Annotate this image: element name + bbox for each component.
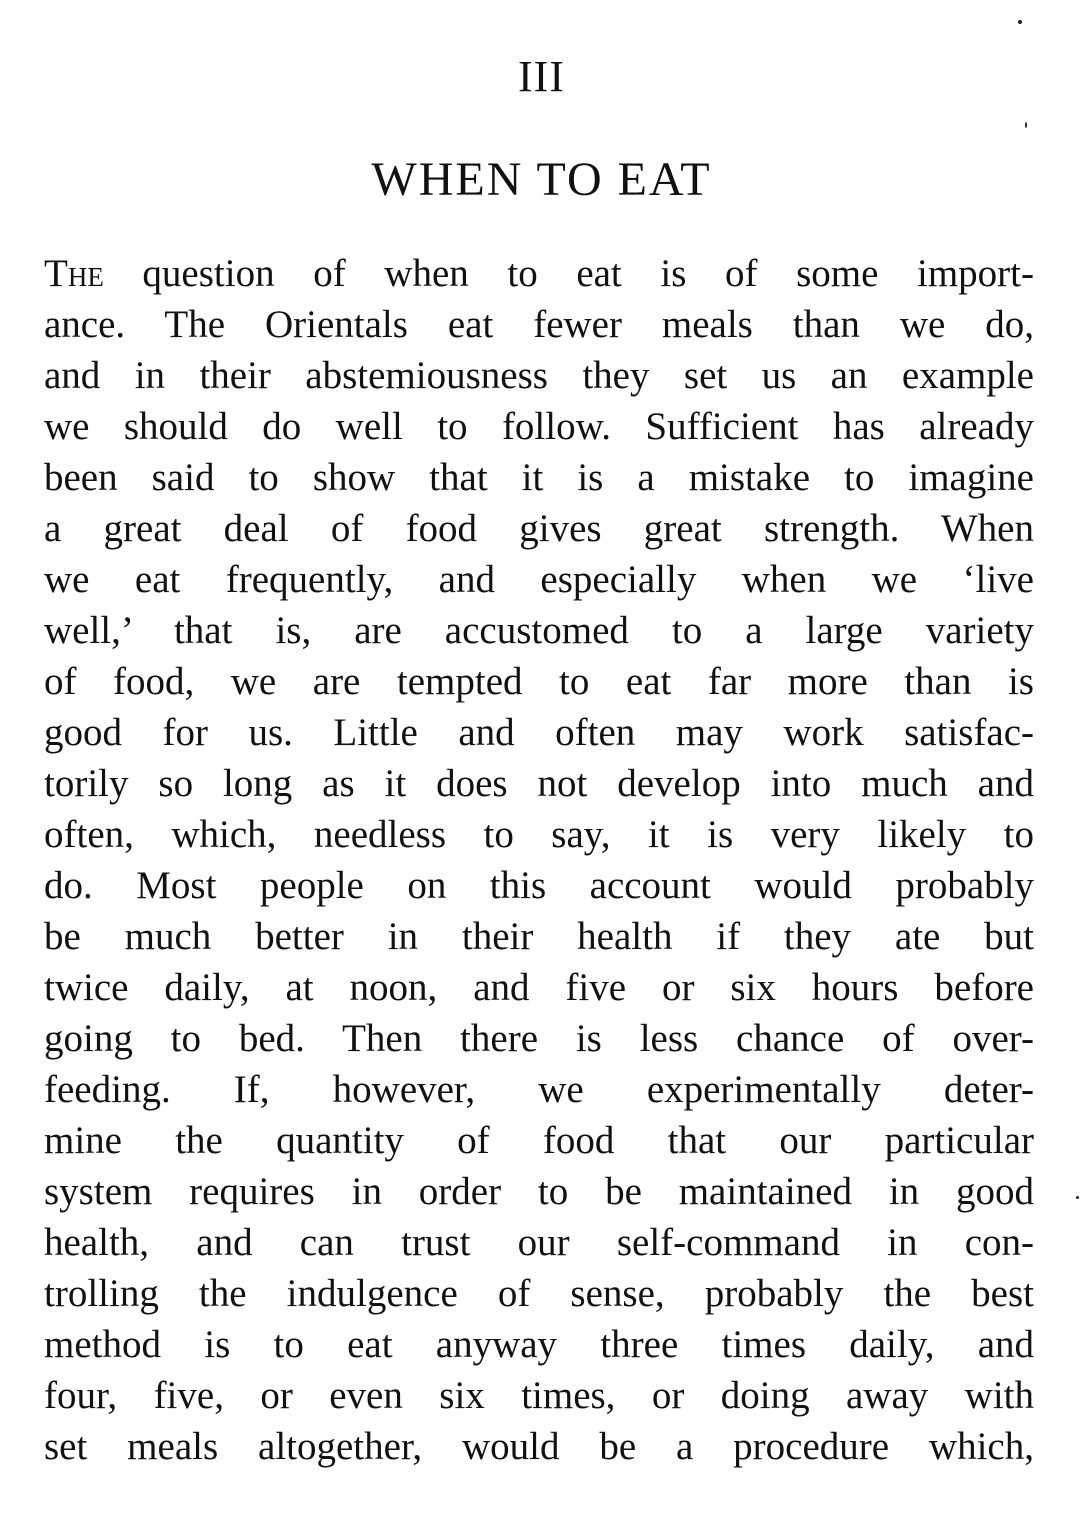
body-line: health, and can trust our self-command in con- (44, 1221, 1034, 1264)
body-line: feeding. If, however, we experimentally deter- (44, 1068, 1034, 1111)
body-line: do. Most people on this account would probably (44, 864, 1034, 907)
body-line (44, 248, 1034, 299)
body-line: torily so long as it does not develop into much and (44, 762, 1034, 805)
print-speck (1018, 20, 1022, 24)
body-line: set meals altogether, would be a procedure which, (44, 1425, 1034, 1468)
body-line: twice daily, at noon, and five or six hours before (44, 966, 1034, 1009)
body-line: four, five, or even six times, or doing away with (44, 1374, 1034, 1417)
print-speck (1025, 122, 1027, 128)
body-line: good for us. Little and often may work satisfac- (44, 711, 1034, 754)
body-line: system requires in order to be maintained in good (44, 1170, 1034, 1213)
print-speck (1076, 1196, 1079, 1199)
body-line: going to bed. Then there is less chance of over- (44, 1017, 1034, 1060)
body-line: often, which, needless to say, it is very likely to (44, 813, 1034, 856)
body-line: we eat frequently, and especially when we ‘live (44, 558, 1034, 601)
chapter-body (44, 248, 1034, 1472)
drop-word: The (44, 252, 104, 295)
body-line: and in their abstemiousness they set us an example (44, 354, 1034, 397)
body-line: we should do well to follow. Sufficient has already (44, 405, 1034, 448)
chapter-number: III (518, 52, 565, 101)
body-line: a great deal of food gives great strength. When (44, 507, 1034, 550)
body-line: been said to show that it is a mistake to imagine (44, 456, 1034, 499)
body-line: mine the quantity of food that our particular (44, 1119, 1034, 1162)
body-line: trolling the indulgence of sense, probably the best (44, 1272, 1034, 1315)
chapter-title: WHEN TO EAT (371, 153, 712, 206)
body-line: well,’ that is, are accustomed to a large variety (44, 609, 1034, 652)
body-line: method is to eat anyway three times daily, and (44, 1323, 1034, 1366)
body-line: be much better in their health if they ate but (44, 915, 1034, 958)
body-line: ance. The Orientals eat fewer meals than we do, (44, 303, 1034, 346)
body-line: of food, we are tempted to eat far more than is (44, 660, 1034, 703)
first-line-text: question of when to eat is of some import- (103, 252, 1034, 295)
